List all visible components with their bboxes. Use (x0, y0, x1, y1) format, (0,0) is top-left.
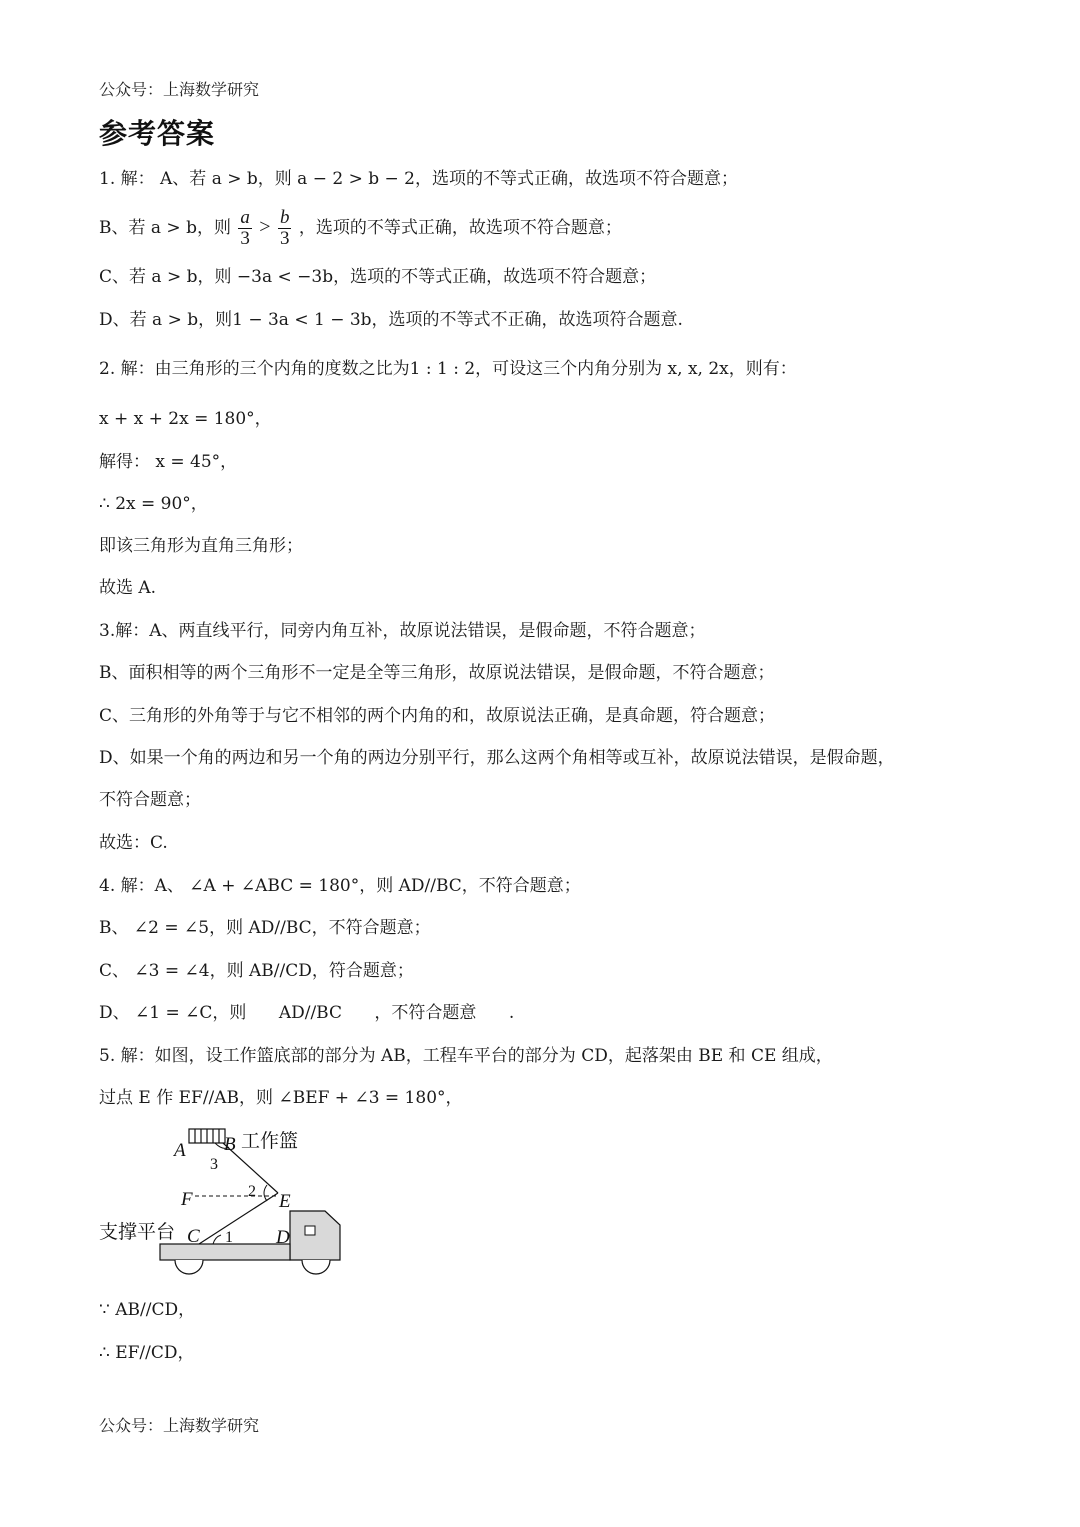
answer-line: 1. 解： A、若 a > b，则 a − 2 > b − 2，选项的不等式正确，故选项不符合题意； (99, 169, 738, 189)
label-c: C (187, 1226, 200, 1247)
answer-line: 解得： x = 45°， (99, 452, 238, 472)
angle-2-arc (264, 1185, 267, 1201)
fraction-numerator: a (240, 207, 250, 228)
answer-line: B、面积相等的两个三角形不一定是全等三角形，故原说法错误，是假命题，不符合题意； (99, 663, 775, 683)
truck-platform (160, 1244, 290, 1260)
answer-text: B、若 a > b，则 (99, 218, 231, 238)
answer-line: C、三角形的外角等于与它不相邻的两个内角的和，故原说法正确，是真命题，符合题意； (99, 706, 776, 726)
answer-line: ∴ 2x = 90°， (99, 494, 208, 514)
greater-than-sign: > (259, 216, 271, 238)
label-b: B (224, 1134, 236, 1155)
answer-line: C、若 a > b，则 −3a < −3b，选项的不等式正确，故选项不符合题意； (99, 267, 657, 287)
label-work-basket: 工作篮 (241, 1130, 299, 1152)
label-angle-2: 2 (248, 1183, 256, 1200)
label-d: D (276, 1227, 290, 1248)
answer-line: 过点 E 作 EF//AB，则 ∠BEF + ∠3 = 180°， (99, 1088, 463, 1108)
label-e: E (279, 1191, 291, 1212)
answer-line: 故选 A. (99, 578, 157, 598)
answer-line: ∵ AB//CD， (99, 1300, 196, 1320)
answer-line: 3.解：A、两直线平行，同旁内角互补，故原说法错误，是假命题，不符合题意； (99, 621, 706, 641)
page-title: 参考答案 (99, 117, 216, 150)
answer-line: 5. 解：如图，设工作篮底部的部分为 AB，工程车平台的部分为 CD，起落架由 BE 和 CE 组成， (99, 1046, 833, 1066)
page-header: 公众号：上海数学研究 (99, 80, 260, 99)
basket-grid (189, 1129, 225, 1143)
answer-line: 故选：C. (99, 833, 168, 853)
lift-truck-diagram (95, 1125, 355, 1285)
fraction-denominator: 3 (279, 228, 290, 249)
label-support-platform: 支撑平台 (99, 1221, 176, 1243)
answer-text: ，选项的不等式正确，故选项不符合题意； (298, 218, 622, 238)
answer-line: D、 ∠1 = ∠C，则 AD//BC ，不符合题意 . (99, 1003, 515, 1023)
answer-line: C、 ∠3 = ∠4，则 AB//CD，符合题意； (99, 961, 414, 981)
label-f: F (181, 1189, 193, 1210)
answer-line: D、如果一个角的两边和另一个角的两边分别平行，那么这两个角相等或互补，故原说法错误，是假命题， (99, 748, 895, 768)
fraction-b-over-3 (278, 208, 292, 249)
truck-window (305, 1226, 315, 1235)
rear-wheel (175, 1260, 203, 1274)
answer-line: 2. 解：由三角形的三个内角的度数之比为1 : 1 : 2，可设这三个内角分别为 x, x, 2x，则有： (99, 359, 797, 379)
answer-line: D、若 a > b，则1 − 3a < 1 − 3b，选项的不等式不正确，故选项符合题意. (99, 310, 683, 330)
label-angle-1: 1 (225, 1229, 233, 1246)
fraction-a-over-3 (238, 208, 252, 249)
angle-1-arc (213, 1235, 221, 1244)
answer-line-fraction (99, 204, 622, 251)
front-wheel (302, 1260, 330, 1274)
fraction-denominator: 3 (240, 228, 250, 249)
label-a: A (174, 1140, 186, 1161)
answer-line: ∴ EF//CD， (99, 1343, 195, 1363)
answer-line: x + x + 2x = 180°， (99, 409, 272, 429)
answer-line: B、 ∠2 = ∠5，则 AD//BC，不符合题意； (99, 918, 431, 938)
fraction-numerator: b (279, 207, 290, 228)
page-footer: 公众号：上海数学研究 (99, 1416, 260, 1435)
label-angle-3: 3 (210, 1156, 218, 1173)
answer-line: 4. 解：A、 ∠A + ∠ABC = 180°，则 AD//BC，不符合题意； (99, 876, 581, 896)
answer-line: 不符合题意； (99, 790, 201, 810)
answer-line: 即该三角形为直角三角形； (99, 536, 303, 556)
